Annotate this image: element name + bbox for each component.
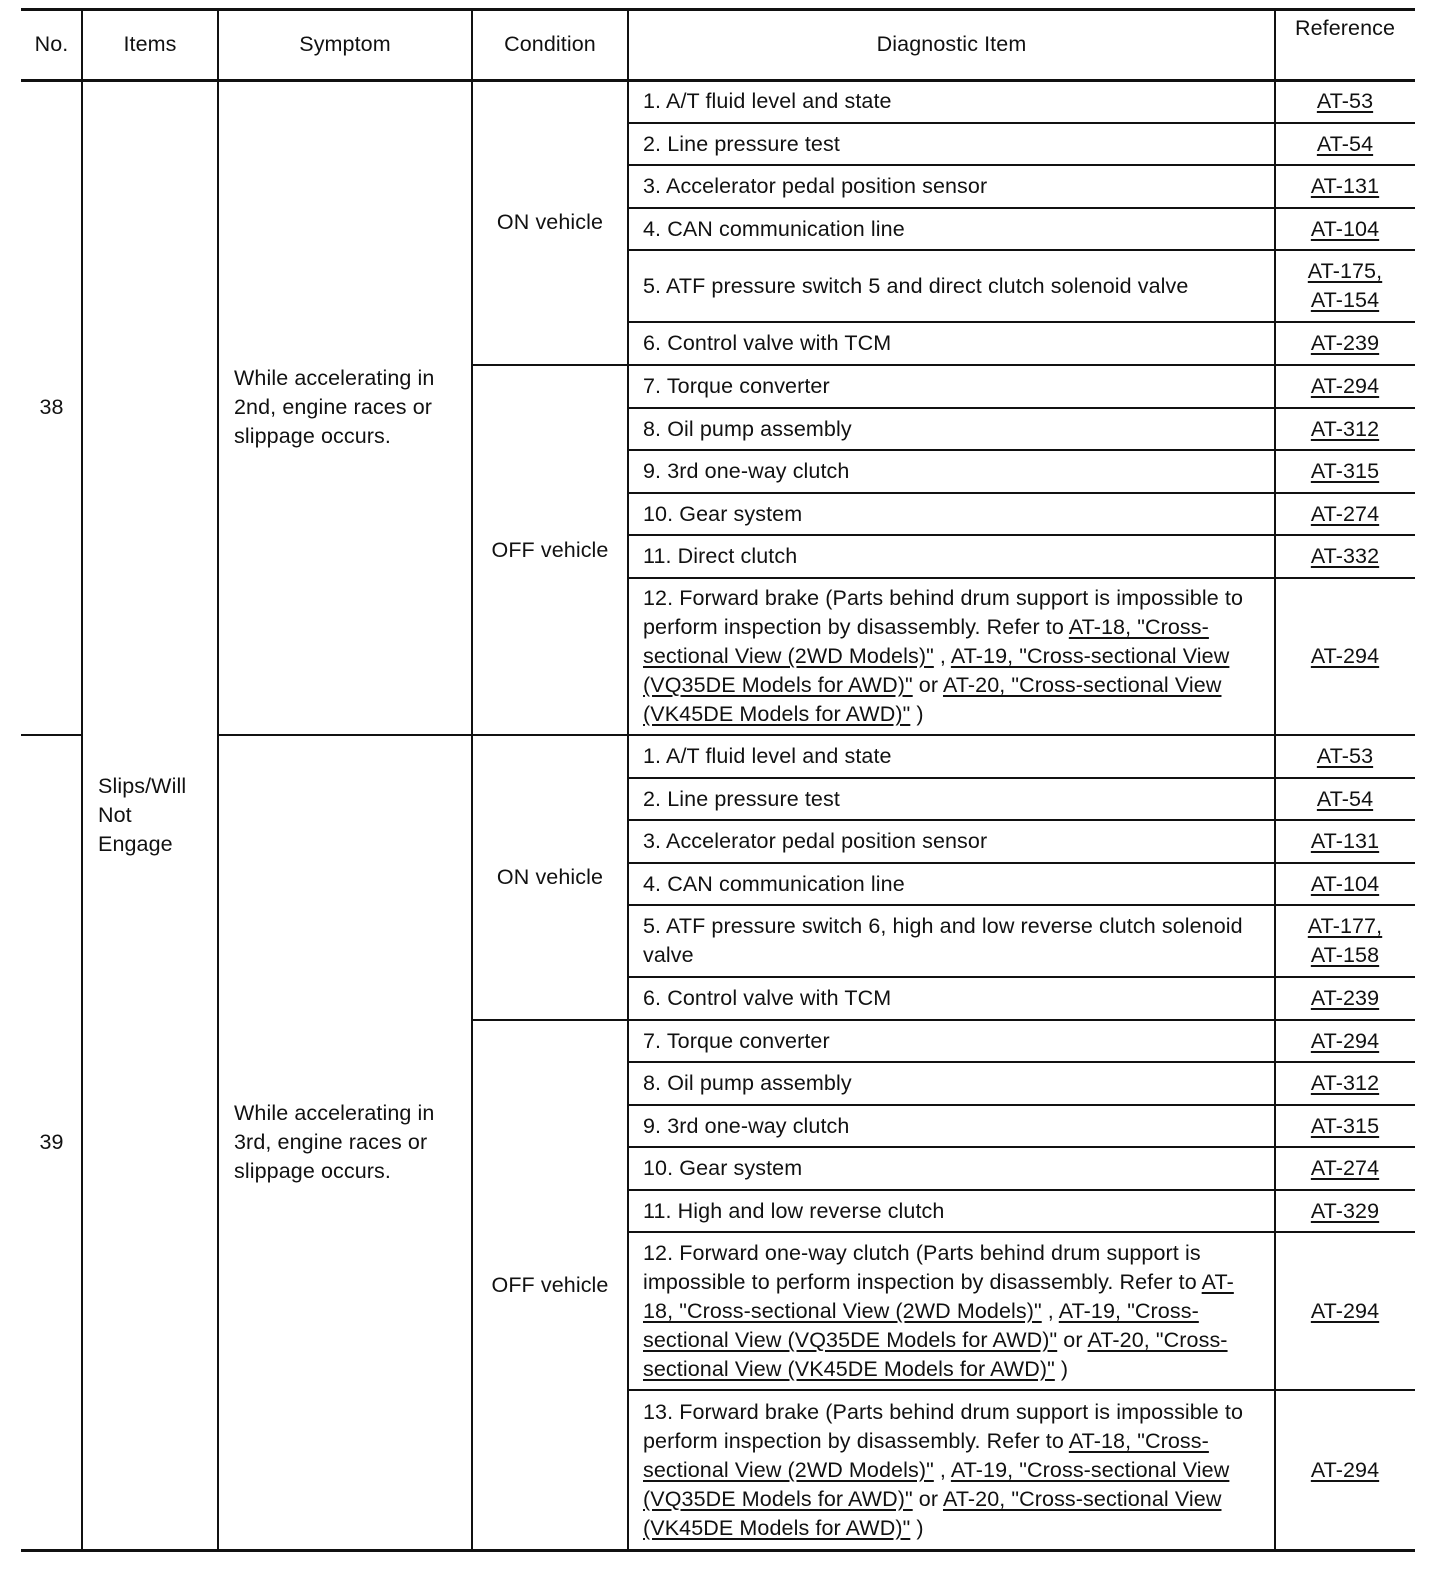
- diagnostic-item: 3. Accelerator pedal position sensor: [643, 174, 988, 198]
- condition-on-vehicle: ON vehicle: [496, 865, 604, 889]
- row-divider: [628, 1231, 1415, 1233]
- row-divider: [628, 777, 1415, 779]
- reference-link[interactable]: AT-53: [1316, 744, 1374, 768]
- header-symptom: Symptom: [299, 31, 391, 56]
- cross-reference-link[interactable]: AT-20, "Cross-sectional View (VK45DE Models for AWD)": [643, 1486, 1222, 1540]
- reference-cell: [1275, 735, 1415, 778]
- symptom-text: While accelerating in 3rd, engine races or slippage occurs.: [234, 1101, 435, 1183]
- row-divider: [628, 492, 1415, 494]
- cross-reference-link[interactable]: AT-19, "Cross-sectional View (VQ35DE Models for AWD)": [643, 644, 1230, 697]
- reference-cell: [1275, 250, 1415, 322]
- diagnostic-table-page: [21, 8, 1415, 1576]
- reference-cell: [1275, 1147, 1415, 1190]
- reference-cell: [1275, 1190, 1415, 1232]
- reference-cell: [1275, 820, 1415, 863]
- condition-on-vehicle: ON vehicle: [496, 210, 604, 234]
- reference-link[interactable]: AT-175,: [1307, 259, 1383, 283]
- condition-off-vehicle: OFF vehicle: [491, 537, 609, 562]
- reference-link[interactable]: AT-294: [1310, 1298, 1380, 1323]
- reference-cell: [1275, 578, 1415, 735]
- reference-link[interactable]: AT-294: [1310, 1028, 1380, 1053]
- column-divider: [471, 8, 473, 1550]
- diagnostic-item: 7. Torque converter: [643, 1028, 830, 1053]
- reference-cell: [1275, 123, 1415, 165]
- diagnostic-item: 9. 3rd one-way clutch: [643, 459, 850, 483]
- diagnostic-item: 8. Oil pump assembly: [643, 416, 852, 441]
- table-top-rule: [21, 8, 1415, 11]
- reference-link[interactable]: AT-312: [1310, 1071, 1380, 1095]
- reference-link[interactable]: AT-315: [1310, 1113, 1380, 1138]
- row-divider: [628, 207, 1415, 209]
- reference-link[interactable]: AT-54: [1316, 786, 1374, 811]
- diagnostic-item: 6. Control valve with TCM: [643, 986, 892, 1010]
- diagnostic-item: 7. Torque converter: [643, 374, 830, 398]
- row-divider: [628, 364, 1415, 366]
- diagnostic-item: 9. 3rd one-way clutch: [643, 1113, 850, 1138]
- reference-link[interactable]: AT-332: [1310, 544, 1380, 568]
- header-condition: Condition: [504, 31, 596, 56]
- row-number: 39: [39, 1130, 64, 1154]
- reference-link[interactable]: AT-158: [1310, 943, 1380, 967]
- header-bottom-rule: [21, 79, 1415, 82]
- row-divider: [628, 321, 1415, 323]
- cross-reference-link[interactable]: AT-18, "Cross-sectional View (2WD Models)": [643, 1428, 1209, 1482]
- row-divider: [628, 249, 1415, 251]
- column-divider: [217, 8, 219, 1550]
- row-divider: [628, 407, 1415, 409]
- diagnostic-item: 12. Forward brake (Parts behind drum support is impossible to perform inspection by disassembly. Refer to AT-18, "Cross-sectional View (2WD Models)" , AT-19, "Cross-sectional View (VQ35DE Models for AWD)" or AT-20, "Cross-sectional View (VK45DE Models for AWD)" ): [643, 586, 1244, 726]
- diagnostic-item: 5. ATF pressure switch 5 and direct clutch solenoid valve: [643, 273, 1189, 298]
- reference-link[interactable]: AT-274: [1310, 1156, 1380, 1180]
- reference-link[interactable]: AT-239: [1310, 331, 1380, 355]
- column-divider: [627, 8, 629, 1550]
- row-divider: [628, 577, 1415, 579]
- row-number: 38: [39, 395, 64, 419]
- diagnostic-item: 2. Line pressure test: [643, 786, 840, 811]
- reference-cell: [1275, 165, 1415, 208]
- reference-link[interactable]: AT-312: [1310, 416, 1380, 441]
- row-divider: [628, 122, 1415, 124]
- row-divider: [628, 904, 1415, 906]
- reference-link[interactable]: AT-104: [1310, 871, 1380, 896]
- reference-link[interactable]: AT-131: [1310, 829, 1380, 853]
- diagnostic-item: 10. Gear system: [643, 501, 803, 526]
- cross-reference-link[interactable]: AT-19, "Cross-sectional View (VQ35DE Models for AWD)": [643, 1457, 1230, 1511]
- cross-reference-link[interactable]: AT-20, "Cross-sectional View (VK45DE Models for AWD)": [643, 1327, 1228, 1381]
- reference-cell: [1275, 863, 1415, 905]
- cross-reference-link[interactable]: AT-18, "Cross-sectional View (2WD Models)": [643, 615, 1209, 668]
- diagnostic-item: 13. Forward brake (Parts behind drum support is impossible to perform inspection by disassembly. Refer to AT-18, "Cross-sectional View (2WD Models)" , AT-19, "Cross-sectional View (VQ35DE Models for AWD)" or AT-20, "Cross-sectional View (VK45DE Models for AWD)" ): [643, 1399, 1244, 1540]
- reference-cell: [1275, 977, 1415, 1020]
- header-diagnostic-item: Diagnostic Item: [876, 31, 1027, 56]
- reference-link[interactable]: AT-154: [1310, 288, 1380, 312]
- cross-reference-link[interactable]: AT-18, "Cross-sectional View (2WD Models)": [643, 1269, 1234, 1323]
- diagnostic-item: 8. Oil pump assembly: [643, 1071, 852, 1095]
- symptom-text: While accelerating in 2nd, engine races or slippage occurs.: [234, 366, 435, 448]
- reference-link[interactable]: AT-104: [1310, 216, 1380, 241]
- reference-link[interactable]: AT-54: [1316, 131, 1374, 156]
- reference-link[interactable]: AT-329: [1310, 1198, 1380, 1223]
- row-divider: [628, 1104, 1415, 1106]
- diagnostic-table: [21, 8, 1415, 1576]
- row-divider: [628, 862, 1415, 864]
- diagnostic-item: 1. A/T fluid level and state: [643, 89, 892, 113]
- cross-reference-link[interactable]: AT-20, "Cross-sectional View (VK45DE Models for AWD)": [643, 673, 1222, 726]
- reference-cell: [1275, 408, 1415, 450]
- reference-cell: [1275, 208, 1415, 250]
- diagnostic-item: 4. CAN communication line: [643, 871, 905, 896]
- diagnostic-item: 10. Gear system: [643, 1156, 803, 1180]
- diagnostic-item: 5. ATF pressure switch 6, high and low reverse clutch solenoid valve: [643, 914, 1243, 967]
- diagnostic-item: 3. Accelerator pedal position sensor: [643, 829, 988, 853]
- diagnostic-item: 11. Direct clutch: [643, 544, 798, 568]
- diagnostic-item: 2. Line pressure test: [643, 131, 840, 156]
- reference-link[interactable]: AT-131: [1310, 174, 1380, 198]
- reference-cell: [1275, 1232, 1415, 1390]
- diagnostic-item: 6. Control valve with TCM: [643, 331, 892, 355]
- group-divider-no: [21, 734, 82, 736]
- header-reference: Reference: [1294, 16, 1396, 40]
- row-divider: [628, 534, 1415, 536]
- diagnostic-item: 1. A/T fluid level and state: [643, 744, 892, 768]
- reference-cell: [1275, 1062, 1415, 1105]
- row-divider: [628, 1389, 1415, 1391]
- reference-cell: [1275, 80, 1415, 123]
- reference-link[interactable]: AT-177,: [1307, 914, 1383, 938]
- reference-cell: [1275, 778, 1415, 820]
- reference-cell: [1275, 450, 1415, 493]
- row-divider: [628, 1061, 1415, 1063]
- group-divider: [218, 734, 1415, 736]
- diagnostic-item: 12. Forward one-way clutch (Parts behind drum support is impossible to perform inspection by disassembly. Refer to AT-18, "Cross-sectional View (2WD Models)" , AT-19, "Cross-sectional View (VQ35DE Models for AWD)" or AT-20, "Cross-sectional View (VK45DE Models for AWD)" ): [643, 1240, 1234, 1381]
- reference-cell: [1275, 322, 1415, 365]
- condition-off-vehicle: OFF vehicle: [491, 1272, 609, 1297]
- column-divider: [1274, 8, 1276, 1550]
- reference-cell: [1275, 365, 1415, 408]
- reference-link[interactable]: AT-315: [1310, 459, 1380, 483]
- reference-cell: [1275, 1020, 1415, 1062]
- reference-cell: [1275, 1105, 1415, 1147]
- table-bottom-rule: [21, 1549, 1415, 1552]
- reference-cell: [1275, 535, 1415, 578]
- items-label: Slips/Will Not Engage: [98, 773, 187, 856]
- reference-cell: [1275, 1390, 1415, 1550]
- row-divider: [628, 449, 1415, 451]
- diagnostic-item: 4. CAN communication line: [643, 216, 905, 241]
- header-no: No.: [34, 31, 69, 56]
- diagnostic-item: 11. High and low reverse clutch: [643, 1198, 945, 1223]
- reference-link[interactable]: AT-239: [1310, 986, 1380, 1010]
- reference-link[interactable]: AT-294: [1310, 1457, 1380, 1482]
- reference-link[interactable]: AT-53: [1316, 89, 1374, 113]
- reference-cell: [1275, 905, 1415, 977]
- cross-reference-link[interactable]: AT-19, "Cross-sectional View (VQ35DE Models for AWD)": [643, 1298, 1199, 1352]
- row-divider: [628, 164, 1415, 166]
- row-divider: [628, 1146, 1415, 1148]
- row-divider: [628, 976, 1415, 978]
- reference-cell: [1275, 493, 1415, 535]
- row-divider: [628, 1019, 1415, 1021]
- row-divider: [628, 819, 1415, 821]
- row-divider: [628, 1189, 1415, 1191]
- reference-link[interactable]: AT-274: [1310, 501, 1380, 526]
- column-divider: [81, 8, 83, 1550]
- reference-link[interactable]: AT-294: [1310, 644, 1380, 668]
- reference-link[interactable]: AT-294: [1310, 374, 1380, 398]
- header-items: Items: [123, 31, 177, 56]
